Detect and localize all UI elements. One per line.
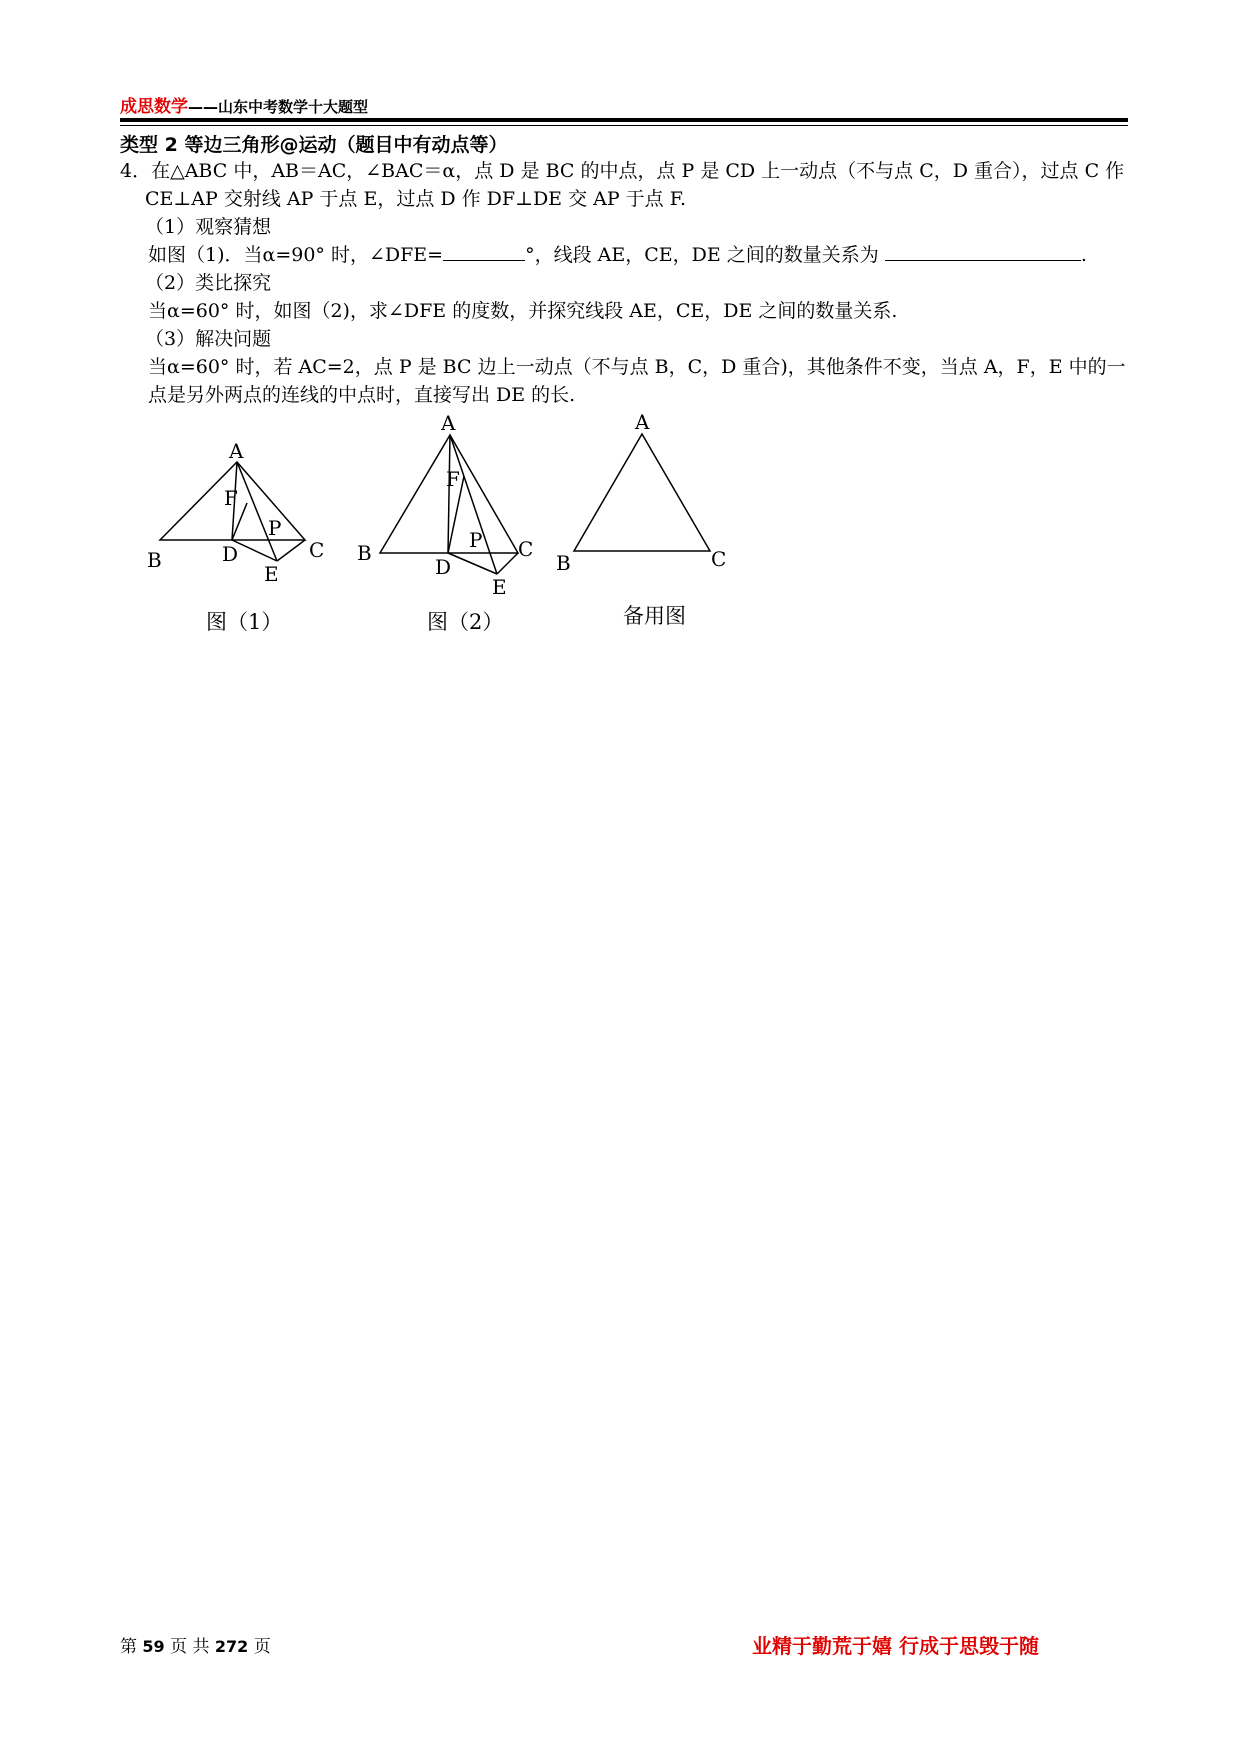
current-page: 59 <box>142 1637 165 1656</box>
fig2-label-a: A <box>441 411 456 435</box>
fig3-label-b: B <box>556 551 571 575</box>
page-prefix: 第 <box>120 1637 143 1657</box>
fig2-label-b: B <box>357 541 372 565</box>
part3-line-1: 当α=60° 时，若 AC=2，点 P 是 BC 边上一动点（不与点 B，C，D 重合)，其他条件不变，当点 A，F，E 中的一 <box>148 356 1126 378</box>
fig1-label-b: B <box>147 548 162 572</box>
fig1-label-p: P <box>268 516 282 540</box>
fig1-label-e: E <box>264 562 279 586</box>
fig3-label-c: C <box>711 547 727 571</box>
fig3-label-a: A <box>635 410 650 434</box>
page-suffix: 页 <box>248 1637 271 1657</box>
figures-canvas <box>0 0 1240 700</box>
fig2-line-de <box>448 553 497 574</box>
part3-title: （3）解决问题 <box>145 328 272 350</box>
header-subtitle: ——山东中考数学十大题型 <box>188 98 369 116</box>
fig1-caption: 图（1） <box>206 610 283 634</box>
part2-title: （2）类比探究 <box>145 272 272 294</box>
fig2-caption: 图（2） <box>427 610 504 634</box>
figure-2 <box>380 435 518 574</box>
problem-line-1: 4．在△ABC 中，AB＝AC，∠BAC＝α，点 D 是 BC 的中点，点 P 是 CD 上一动点（不与点 C，D 重合），过点 C 作 <box>120 160 1125 182</box>
part1-text-b: °，线段 AE，CE，DE 之间的数量关系为 <box>525 244 879 266</box>
fig3-caption: 备用图 <box>623 604 686 628</box>
page-number <box>120 1632 271 1657</box>
fig1-line-ce <box>277 540 305 561</box>
fig2-label-p: P <box>469 528 483 552</box>
fig2-line-ce <box>497 553 518 574</box>
fig1-label-a: A <box>229 439 244 463</box>
fig1-label-f: F <box>224 486 238 510</box>
part3-line-2: 点是另外两点的连线的中点时，直接写出 DE 的长. <box>148 384 576 406</box>
part1-end: . <box>1080 244 1087 266</box>
brand-name: 成思数学 <box>120 97 188 117</box>
total-pages: 272 <box>214 1637 249 1656</box>
part2-text: 当α=60° 时，如图（2)，求∠DFE 的度数，并探究线段 AE，CE，DE 之间的数量关系. <box>148 300 898 322</box>
fig2-label-e: E <box>492 575 507 599</box>
fig2-label-f: F <box>446 467 460 491</box>
part1-title: （1）观察猜想 <box>145 216 272 238</box>
part1-text-a: 如图（1)．当α=90° 时，∠DFE= <box>148 244 444 266</box>
problem-line-2: CE⊥AP 交射线 AP 于点 E，过点 D 作 DF⊥DE 交 AP 于点 F. <box>145 188 686 210</box>
fig1-label-d: D <box>222 542 239 566</box>
fig2-label-c: C <box>518 537 534 561</box>
fig3-triangle-abc <box>574 434 710 551</box>
fig1-label-c: C <box>309 538 325 562</box>
section-title: 类型 2 等边三角形@运动（题目中有动点等） <box>120 134 508 156</box>
footer-motto: 业精于勤荒于嬉 行成于思毁于随 <box>752 1634 1039 1658</box>
page-mid: 页 共 <box>164 1637 215 1657</box>
figure-spare <box>574 434 710 551</box>
fig2-label-d: D <box>435 555 452 579</box>
fig2-line-ad <box>448 435 450 553</box>
